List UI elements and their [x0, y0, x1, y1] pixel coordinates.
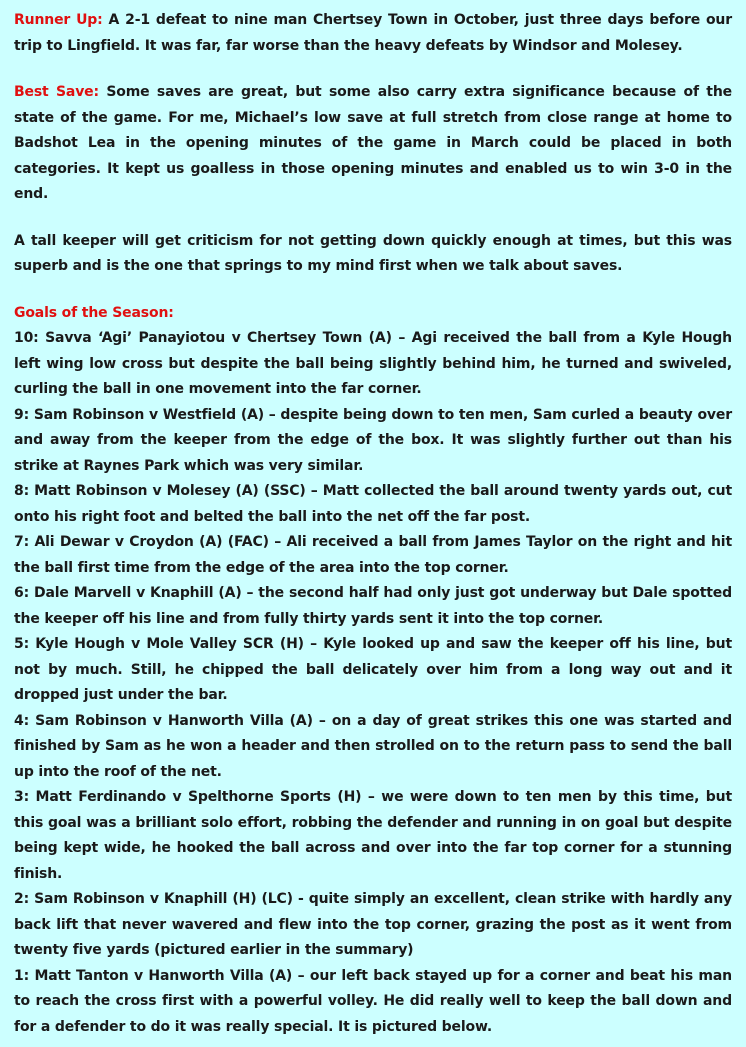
- goals-list: [14, 326, 732, 1040]
- best-save-text: Some saves are great, but some also carry extra significance because of the state of the game. For me, Michael’s low save at full stretch from close range at home to Badshot Lea in the opening minutes of the game in March could be placed in both categories. It kept us goalless in those opening minutes and enabled us to win 3-0 in the end.: [14, 84, 732, 202]
- goals-heading: Goals of the Season:: [14, 304, 174, 321]
- spacer: [14, 208, 732, 229]
- tall-keeper-paragraph: A tall keeper will get criticism for not getting down quickly enough at times, but this was superb and is the one that springs to my mind first when we talk about saves.: [14, 232, 732, 274]
- goal-item: 8: Matt Robinson v Molesey (A) (SSC) – Matt collected the ball around twenty yards out, cut onto his right foot and belted the ball into the net off the far post.: [14, 483, 732, 525]
- goal-item: 10: Savva ‘Agi’ Panayiotou v Chertsey Town (A) – Agi received the ball from a Kyle Hough left wing low cross but despite the ball being slightly behind him, he turned and swiveled, curling the ball in one movement into the far corner.: [14, 330, 732, 397]
- goal-item: 1: Matt Tanton v Hanworth Villa (A) – our left back stayed up for a corner and beat his man to reach the cross first with a powerful volley. He did really well to keep the ball down and for a defender to do it was really special. It is pictured below.: [14, 967, 732, 1035]
- goal-item: 3: Matt Ferdinando v Spelthorne Sports (H) – we were down to ten men by this time, but this goal was a brilliant solo effort, robbing the defender and running in on goal but despite being kept wide, he hooked the ball across and over into the far top corner for a stunning finish.: [14, 789, 732, 882]
- goal-item: 5: Kyle Hough v Mole Valley SCR (H) – Kyle looked up and saw the keeper off his line, but not by much. Still, he chipped the ball delicately over him from a long way out and it dropped just under the bar.: [14, 636, 732, 703]
- runner-up-text: A 2-1 defeat to nine man Chertsey Town in October, just three days before our trip to Lingfield. It was far, far worse than the heavy defeats by Windsor and Molesey.: [14, 12, 732, 54]
- runner-up-label: Runner Up:: [14, 12, 103, 28]
- best-save-paragraph: [14, 80, 732, 208]
- goal-item: 6: Dale Marvell v Knaphill (A) – the second half had only just got underway but Dale spotted the keeper off his line and from fully thirty yards sent it into the top corner.: [14, 585, 732, 627]
- runner-up-paragraph: [14, 8, 732, 59]
- goal-item: 9: Sam Robinson v Westfield (A) – despite being down to ten men, Sam curled a beauty over and away from the keeper from the edge of the box. It was slightly further out than his strike at Raynes Park which was very similar.: [14, 406, 732, 474]
- goal-item: 4: Sam Robinson v Hanworth Villa (A) – on a day of great strikes this one was started and finished by Sam as he won a header and then strolled on to the return pass to send the ball up into the roof of the net.: [14, 712, 732, 780]
- goal-item: 2: Sam Robinson v Knaphill (H) (LC) - quite simply an excellent, clean strike with hardly any back lift that never wavered and flew into the top corner, grazing the post as it went from twenty five yards (pictured earlier in the summary): [14, 891, 732, 958]
- goal-item: 7: Ali Dewar v Croydon (A) (FAC) – Ali received a ball from James Taylor on the right and hit the ball first time from the edge of the area into the top corner.: [14, 534, 732, 576]
- best-save-label: Best Save:: [14, 84, 99, 100]
- spacer: [14, 59, 732, 80]
- spacer: [14, 280, 732, 301]
